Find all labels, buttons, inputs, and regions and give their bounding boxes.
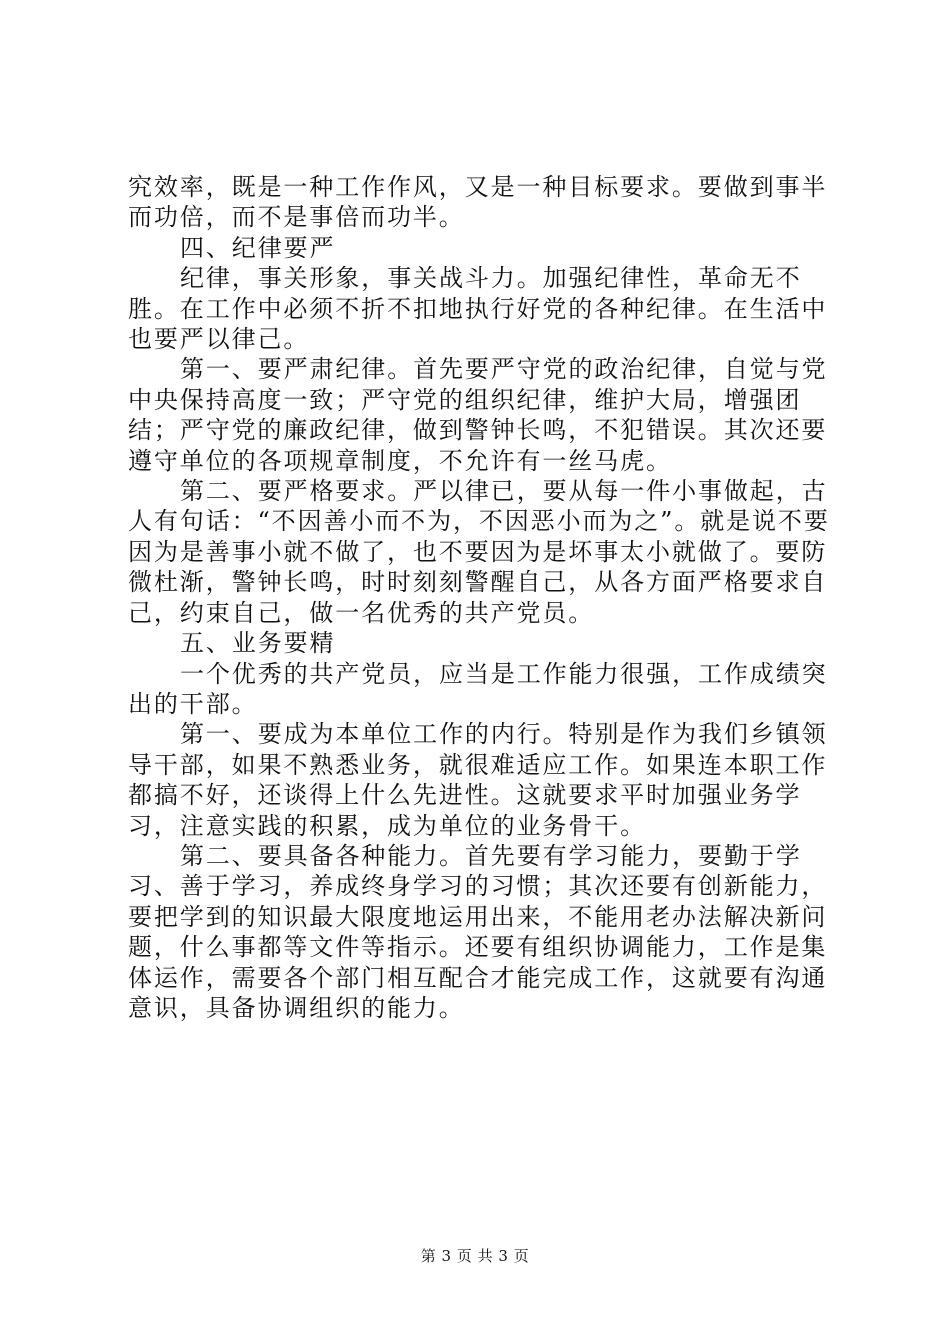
- page-number-label: 第 3 页 共 3 页: [420, 1247, 530, 1265]
- paragraph: 一个优秀的共产党员，应当是工作能力很强，工作成绩突出的干部。: [128, 659, 828, 718]
- paragraph: 究效率，既是一种工作作风，又是一种目标要求。要做到事半而功倍，而不是事倍而功半。: [128, 173, 828, 232]
- paragraph: 第二、要严格要求。严以律已，要从每一件小事做起，古人有句话：“不因善小而不为，不因恶小而为之”。就是说不要因为是善事小就不做了，也不要因为是坏事太小就做了。要防微杜渐，警钟长鸣，时时刻刻警醒自己，从各方面严格要求自己，约束自己，做一名优秀的共产党员。: [128, 477, 830, 627]
- paragraph: 纪律，事关形象，事关战斗力。加强纪律性，革命无不胜。在工作中必须不折不扣地执行好党的各种纪律。在生活中也要严以律己。: [128, 264, 828, 354]
- paragraph: 第一、要严肃纪律。首先要严守党的政治纪律，自觉与党中央保持高度一致；严守党的组织纪律，维护大局，增强团结；严守党的廉政纪律，做到警钟长鸣，不犯错误。其次还要遵守单位的各项规章制度，不允许有一丝马虎。: [128, 355, 828, 475]
- document-body: [128, 172, 833, 1023]
- paragraph: 第二、要具备各种能力。首先要有学习能力，要勤于学习、善于学习，养成终身学习的习惯；其次还要有创新能力，要把学到的知识最大限度地运用出来，不能用老办法解决新问题，什么事都等文件等指示。还要有组织协调能力，工作是集体运作，需要各个部门相互配合才能完成工作，这就要有沟通意识，具备协调组织的能力。: [128, 841, 828, 1022]
- page-footer: [0, 1245, 950, 1266]
- paragraph: 第一、要成为本单位工作的内行。特别是作为我们乡镇领导干部，如果不熟悉业务，就很难适应工作。如果连本职工作都搞不好，还谈得上什么先进性。这就要求平时加强业务学习，注意实践的积累，成为单位的业务骨干。: [128, 720, 828, 840]
- section-heading-discipline: 四、纪律要严: [180, 233, 336, 262]
- section-heading-business: 五、业务要精: [180, 629, 336, 658]
